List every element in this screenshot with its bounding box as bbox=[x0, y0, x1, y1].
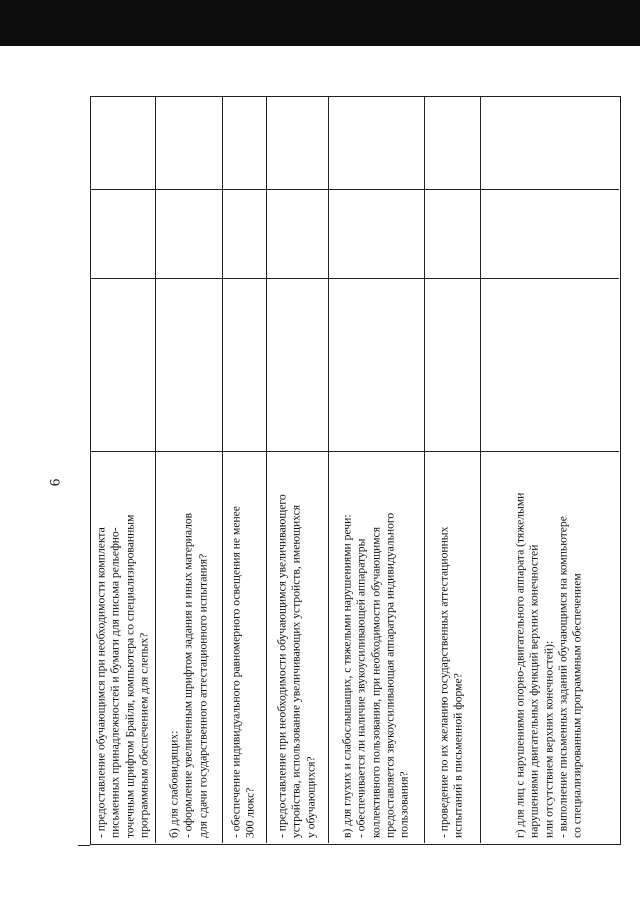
table-margin-line bbox=[78, 845, 90, 846]
table-row bbox=[329, 452, 423, 842]
row-line: коллективного пользования, при необходимости обучающимся bbox=[368, 526, 382, 838]
table-row bbox=[425, 452, 479, 842]
row-line: - предоставление при необходимости обучающимся увеличивающего bbox=[275, 494, 289, 838]
row-line: г) для лиц с нарушениями опорно-двигательного аппарата (тяжелыми bbox=[513, 492, 527, 838]
row-text bbox=[340, 456, 411, 838]
row-line: 300 люкс? bbox=[244, 787, 257, 838]
row-line: - выполнение письменных заданий обучающимся на компьютере bbox=[556, 516, 570, 838]
row-text bbox=[513, 456, 584, 838]
row-line: письменных принадлежностей и бумаги для письма рельефно- bbox=[108, 527, 122, 838]
row-line: для сдачи государственного аттестационного испытания? bbox=[195, 553, 209, 838]
checklist-table bbox=[90, 96, 621, 845]
row-line: - оформление увеличенным шрифтом задания и иных материалов bbox=[181, 512, 195, 838]
table-row bbox=[156, 452, 221, 842]
row-line: предоставляется звукоусиливающая аппаратура индивидуального bbox=[383, 512, 397, 838]
row-line: в) для глухих и слабослышащих, с тяжелыми нарушениями речи: bbox=[340, 514, 354, 838]
row-line: или отсутствием верхних конечностей): bbox=[541, 640, 555, 838]
row-line: - обеспечение индивидуального равномерного освещения не менее bbox=[229, 506, 243, 838]
page-number: 6 bbox=[47, 478, 64, 487]
row-line: - предоставление обучающимся при необходимости комплекта bbox=[94, 527, 108, 838]
table-row bbox=[267, 452, 327, 842]
row-line: нарушениями двигательных функций верхних конечностей bbox=[527, 544, 541, 838]
row-line: точечным шрифтом Брайля, компьютера со специализированным bbox=[123, 514, 136, 838]
row-text bbox=[167, 456, 210, 838]
row-text bbox=[438, 456, 467, 838]
scanner-border bbox=[0, 0, 640, 46]
row-line: устройства, использование увеличивающих устройств, имеющихся bbox=[289, 504, 303, 838]
row-line: пользования? bbox=[397, 771, 411, 838]
row-line: испытаний в письменной форме? bbox=[452, 673, 465, 838]
row-line: - обеспечивается ли наличие звукоусиливающей аппаратуры bbox=[354, 538, 368, 838]
row-text bbox=[94, 456, 151, 838]
row-line: - проведение по их желанию государственных аттестационных bbox=[437, 526, 451, 838]
row-line: программным обеспечением для слепых? bbox=[137, 632, 151, 838]
row-text bbox=[230, 456, 259, 838]
row-line: у обучающихся? bbox=[304, 756, 318, 838]
row-text bbox=[276, 456, 319, 838]
table-row bbox=[223, 452, 265, 842]
row-line: со специализированным программным обеспечением bbox=[570, 573, 584, 838]
row-line: б) для слабовидящих: bbox=[167, 730, 181, 838]
table-row bbox=[92, 452, 154, 842]
table-row bbox=[481, 452, 619, 842]
